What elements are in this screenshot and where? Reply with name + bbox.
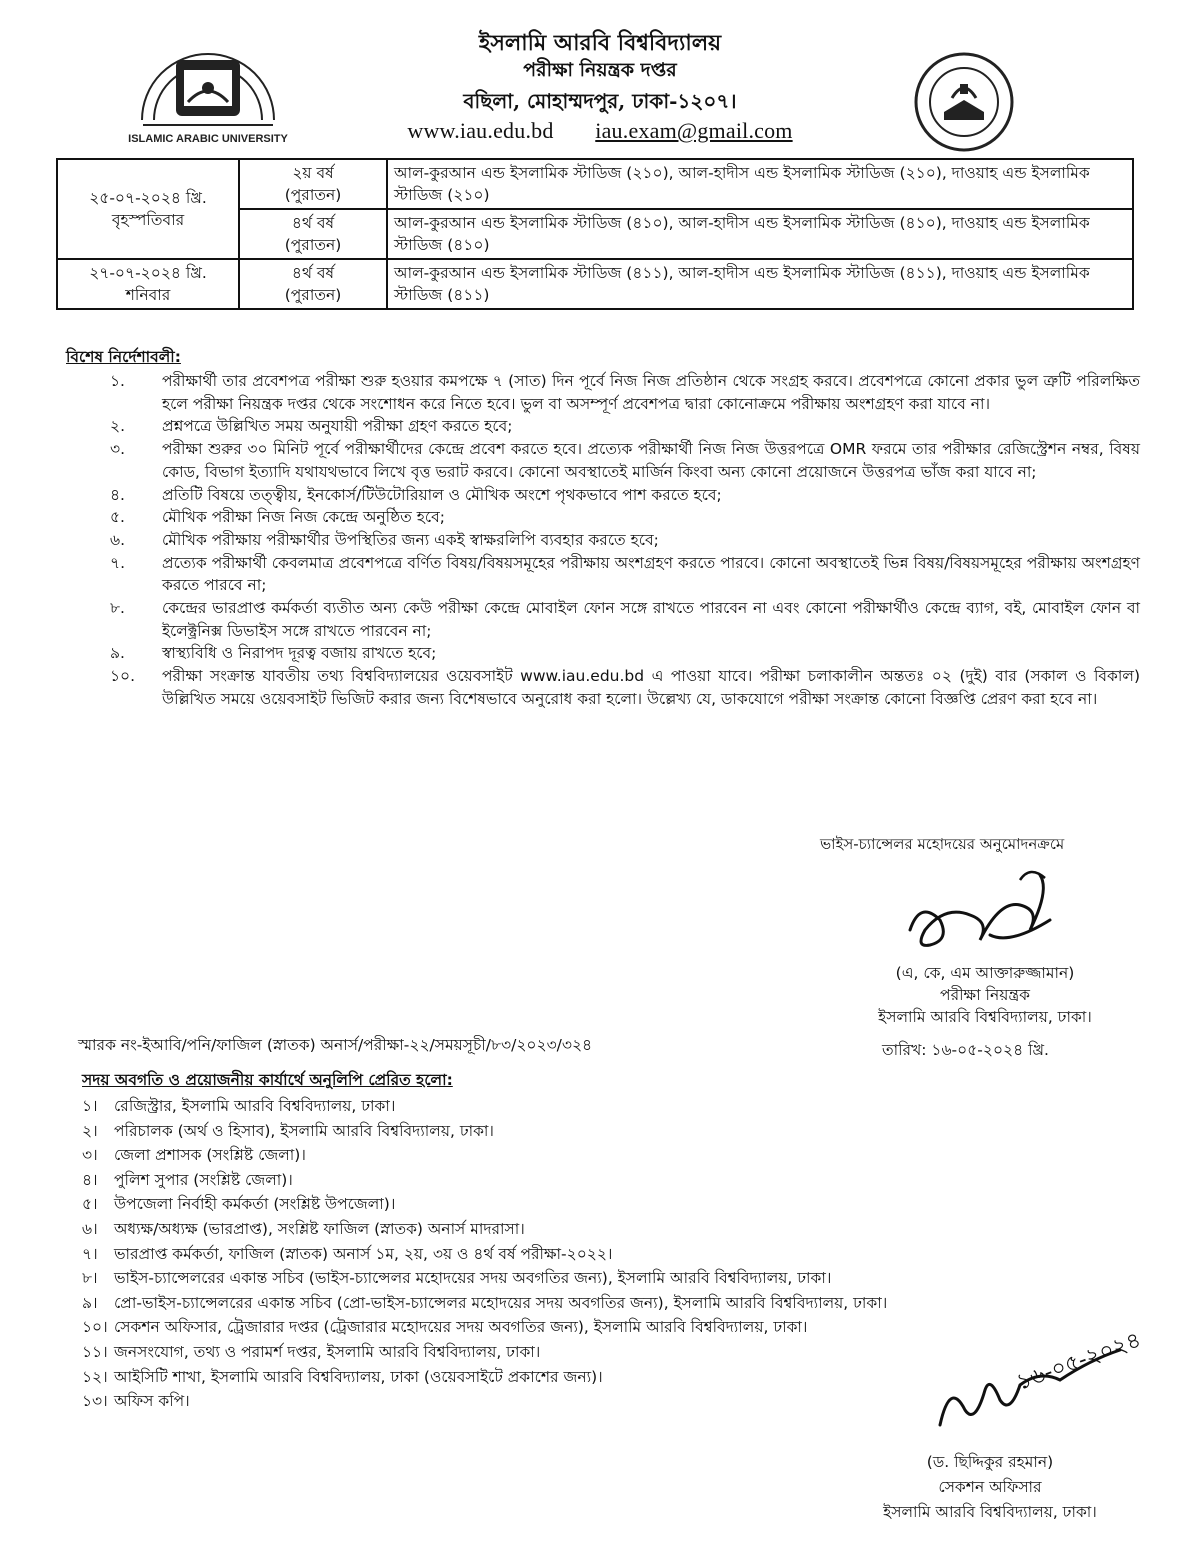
item-text: কেন্দ্রের ভারপ্রাপ্ত কর্মকর্তা ব্যতীত অন্য কেউ পরীক্ষা কেন্দ্রে মোবাইল ফোন সঙ্গে রাখতে পারবেন না এবং কোনো পরীক্ষার্থীও কেন্দ্রে ব্যাগ, বই, মোবাইল ফোন বা ইলেক্ট্রনিক্স ডিভাইস সঙ্গে রাখতে পারবেন না; xyxy=(162,599,1140,640)
address: বছিলা, মোহাম্মদপুর, ঢাকা-১২০৭। xyxy=(463,89,737,113)
item-text: জনসংযোগ, তথ্য ও পরামর্শ দপ্তর, ইসলামি আরবি বিশ্ববিদ্যালয়, ঢাকা। xyxy=(114,1342,541,1361)
handwritten-date: ১৬-০৫-২০২৪ xyxy=(1013,1327,1145,1396)
list-item xyxy=(100,484,1140,507)
item-number: ৫। xyxy=(82,1195,98,1214)
year-label: ২য় বর্ষ xyxy=(292,164,334,182)
signatory-designation: সেকশন অফিসার xyxy=(938,1478,1042,1496)
list-item xyxy=(82,1242,1042,1267)
signatory-institution: ইসলামি আরবি বিশ্ববিদ্যালয়, ঢাকা। xyxy=(883,1503,1097,1521)
subjects-cell: আল-কুরআন এন্ড ইসলামিক স্টাডিজ (৪১০), আল-হাদীস এন্ড ইসলামিক স্টাডিজ (৪১০), দাওয়াহ এন্ড ইসলামিক স্টাডিজ (৪১০) xyxy=(387,209,1133,259)
list-item xyxy=(82,1217,1042,1242)
item-number: ৭. xyxy=(110,553,126,572)
list-item xyxy=(82,1340,1042,1365)
list-item xyxy=(100,529,1140,552)
item-text: মৌখিক পরীক্ষা নিজ নিজ কেন্দ্রে অনুষ্ঠিত হবে; xyxy=(162,508,445,527)
list-item xyxy=(100,552,1140,597)
signatory-name: (ড. ছিদ্দিকুর রহমান) xyxy=(926,1453,1054,1471)
list-item xyxy=(100,506,1140,529)
signatory-block xyxy=(830,1450,1150,1525)
list-item xyxy=(100,415,1140,438)
list-item xyxy=(100,438,1140,483)
exam-day: বৃহস্পতিবার xyxy=(111,211,185,229)
exam-date: ২৭-০৭-২০২৪ খ্রি. xyxy=(89,264,207,282)
list-item xyxy=(100,370,1140,415)
signatory-designation: পরীক্ষা নিয়ন্ত্রক xyxy=(940,986,1030,1004)
contact-line xyxy=(300,118,900,144)
signatory-name: (এ, কে, এম আক্তারুজ্জামান) xyxy=(895,964,1075,982)
item-text: পরীক্ষা সংক্রান্ত যাবতীয় তথ্য বিশ্ববিদ্যালয়ের ওয়েবসাইট www.iau.edu.bd এ পাওয়া যাবে। পরীক্ষা চলাকালীন অন্ততঃ ০২ (দুই) বার (সকাল ও বিকাল) উল্লিখিত সময়ে ওয়েবসাইট ভিজিট করার জন্য বিশেষভাবে অনুরোধ করা হলো। উল্লেখ্য যে, ডাকযোগে পরীক্ষা সংক্রান্ত কোনো বিজ্ঞপ্তি প্রেরণ করা হবে না। xyxy=(162,667,1140,708)
signatory-block xyxy=(835,962,1135,1028)
list-item xyxy=(82,1119,1042,1144)
year-type: (পুরাতন) xyxy=(284,186,342,204)
item-number: ৬। xyxy=(82,1219,98,1238)
website-link[interactable]: www.iau.edu.bd xyxy=(407,118,554,143)
item-number: ৩। xyxy=(82,1146,98,1165)
email-link[interactable]: iau.exam@gmail.com xyxy=(595,118,793,143)
item-text: পুলিশ সুপার (সংশ্লিষ্ট জেলা)। xyxy=(114,1170,293,1189)
item-number: ২. xyxy=(110,417,126,436)
item-text: অধ্যক্ষ/অধ্যক্ষ (ভারপ্রাপ্ত), সংশ্লিষ্ট ফাজিল (স্নাতক) অনার্স মাদরাসা। xyxy=(114,1219,525,1238)
table-row xyxy=(57,259,1133,309)
item-text: অফিস কপি। xyxy=(114,1392,190,1411)
list-item xyxy=(100,665,1140,710)
approval-note: ভাইস-চ্যান্সেলর মহোদয়ের অনুমোদনক্রমে xyxy=(820,835,1065,853)
item-number: ২। xyxy=(82,1121,98,1140)
university-logo-icon xyxy=(128,20,288,150)
list-item xyxy=(100,597,1140,642)
item-number: ১০. xyxy=(110,667,136,686)
item-text: রেজিস্ট্রার, ইসলামি আরবি বিশ্ববিদ্যালয়, ঢাকা। xyxy=(114,1097,396,1115)
item-number: ৬. xyxy=(110,530,126,549)
letterhead xyxy=(300,30,900,144)
signatory-institution: ইসলামি আরবি বিশ্ববিদ্যালয়, ঢাকা। xyxy=(878,1008,1092,1026)
memo-date: তারিখ: ১৬-০৫-২০২৪ খ্রি. xyxy=(882,1041,1049,1059)
cc-list xyxy=(82,1094,1042,1414)
item-text: ভাইস-চ্যান্সেলরের একান্ত সচিব (ভাইস-চ্যান্সেলর মহোদয়ের সদয় অবগতির জন্য), ইসলামি আরবি বিশ্ববিদ্যালয়, ঢাকা। xyxy=(114,1269,832,1288)
item-text: প্রো-ভাইস-চ্যান্সেলরের একান্ত সচিব (প্রো-ভাইস-চ্যান্সেলর মহোদয়ের সদয় অবগতির জন্য), ইসলামি আরবি বিশ্ববিদ্যালয়, ঢাকা। xyxy=(114,1293,888,1312)
item-number: ৭। xyxy=(82,1244,98,1263)
item-number: ৯। xyxy=(82,1293,98,1312)
item-text: ভারপ্রাপ্ত কর্মকর্তা, ফাজিল (স্নাতক) অনার্স ১ম, ২য়, ৩য় ও ৪র্থ বর্ষ পরীক্ষা-২০২২। xyxy=(114,1244,613,1263)
item-text: প্রশ্নপত্রে উল্লিখিত সময় অনুযায়ী পরীক্ষা গ্রহণ করতে হবে; xyxy=(162,417,513,436)
year-type: (পুরাতন) xyxy=(284,236,342,254)
list-item xyxy=(82,1094,1042,1119)
department-name: পরীক্ষা নিয়ন্ত্রক দপ্তর xyxy=(523,59,677,81)
subjects-cell: আল-কুরআন এন্ড ইসলামিক স্টাডিজ (৪১১), আল-হাদীস এন্ড ইসলামিক স্টাডিজ (৪১১), দাওয়াহ এন্ড ইসলামিক স্টাডিজ (৪১১) xyxy=(387,259,1133,309)
exam-date: ২৫-০৭-২০২৪ খ্রি. xyxy=(89,189,207,207)
year-label: ৪র্থ বর্ষ xyxy=(291,264,335,282)
item-text: প্রতিটি বিষয়ে তত্ত্বীয়, ইনকোর্স/টিউটোরিয়াল ও মৌখিক অংশে পৃথকভাবে পাশ করতে হবে; xyxy=(162,485,722,504)
list-item xyxy=(82,1143,1042,1168)
item-number: ১০। xyxy=(82,1318,108,1337)
list-item xyxy=(82,1168,1042,1193)
item-number: ৮. xyxy=(110,599,125,618)
item-text: প্রত্যেক পরীক্ষার্থী কেবলমাত্র প্রবেশপত্রে বর্ণিত বিষয়/বিষয়সমূহের পরীক্ষায় অংশগ্রহণ করতে পারবে। কোনো অবস্থাতেই ভিন্ন বিষয়/বিষয়সমূহের পরীক্ষায় অংশগ্রহণ করতে পারবে না; xyxy=(162,553,1140,595)
list-item xyxy=(82,1266,1042,1291)
item-text: পরিচালক (অর্থ ও হিসাব), ইসলামি আরবি বিশ্ববিদ্যালয়, ঢাকা। xyxy=(114,1121,494,1140)
item-number: ৪. xyxy=(110,485,125,504)
year-label: ৪র্থ বর্ষ xyxy=(291,214,335,232)
university-name: ইসলামি আরবি বিশ্ববিদ্যালয় xyxy=(478,30,722,56)
memo-number: স্মারক নং-ইআবি/পনি/ফাজিল (স্নাতক) অনার্স/পরীক্ষা-২২/সময়সূচী/৮৩/২০২৩/৩২৪ xyxy=(78,1036,593,1054)
exam-day: শনিবার xyxy=(125,286,171,304)
item-text: পরীক্ষা শুরুর ৩০ মিনিট পূর্বে পরীক্ষার্থীদের কেন্দ্রে প্রবেশ করতে হবে। প্রত্যেক পরীক্ষার্থী নিজ নিজ উত্তরপত্রে OMR ফরমে তার পরীক্ষার রেজিস্ট্রেশন নম্বর, বিষয় কোড, বিভাগ ইত্যাদি যথাযথভাবে লিখে বৃত্ত ভরাট করবে। কোনো অবস্থাতেই মার্জিন কিংবা অন্য কোনো প্রয়োজনে উত্তরপত্র ভাঁজ করা যাবে না; xyxy=(162,440,1140,481)
signature-icon xyxy=(900,860,1060,970)
item-text: জেলা প্রশাসক (সংশ্লিষ্ট জেলা)। xyxy=(114,1146,306,1165)
signature-icon xyxy=(930,1327,1145,1440)
item-text: আইসিটি শাখা, ইসলামি আরবি বিশ্ববিদ্যালয়, ঢাকা (ওয়েবসাইটে প্রকাশের জন্য)। xyxy=(114,1367,603,1386)
item-number: ৪। xyxy=(82,1170,98,1189)
table-row xyxy=(57,159,1133,209)
list-item xyxy=(82,1365,1042,1390)
item-text: উপজেলা নির্বাহী কর্মকর্তা (সংশ্লিষ্ট উপজেলা)। xyxy=(114,1195,396,1214)
item-number: ৫. xyxy=(110,508,125,527)
item-text: পরীক্ষার্থী তার প্রবেশপত্র পরীক্ষা শুরু হওয়ার কমপক্ষে ৭ (সাত) দিন পূর্বে নিজ নিজ প্রতিষ্ঠান থেকে সংগ্রহ করবে। প্রবেশপত্রে কোনো প্রকার ভুল ত্রুটি পরিলক্ষিত হলে পরীক্ষা নিয়ন্ত্রক দপ্তর থেকে সংশোধন করে নিতে হবে। ভুল বা অসম্পূর্ণ প্রবেশপত্র দ্বারা কোনোক্রমে পরীক্ষায় অংশগ্রহণ করা যাবে না। xyxy=(162,372,1140,413)
item-text: স্বাস্থ্যবিধি ও নিরাপদ দূরত্ব বজায় রাখতে হবে; xyxy=(162,644,437,663)
item-number: ৩. xyxy=(110,440,126,459)
subjects-cell: আল-কুরআন এন্ড ইসলামিক স্টাডিজ (২১০), আল-হাদীস এন্ড ইসলামিক স্টাডিজ (২১০), দাওয়াহ এন্ড ইসলামিক স্টাডিজ (২১০) xyxy=(387,159,1133,209)
year-cell xyxy=(239,209,387,259)
date-cell xyxy=(57,259,239,309)
item-text: মৌখিক পরীক্ষায় পরীক্ষার্থীর উপস্থিতির জন্য একই স্বাক্ষরলিপি ব্যবহার করতে হবে; xyxy=(162,530,659,549)
svg-text:ISLAMIC ARABIC UNIVERSITY: ISLAMIC ARABIC UNIVERSITY xyxy=(128,133,288,145)
cc-title: সদয় অবগতি ও প্রয়োজনীয় কার্যার্থে অনুলিপি প্রেরিত হলো: xyxy=(82,1071,453,1089)
exam-seal-icon xyxy=(912,50,1016,154)
list-item xyxy=(82,1315,1042,1340)
date-cell xyxy=(57,159,239,259)
exam-schedule-table xyxy=(56,158,1134,310)
item-number: ১১। xyxy=(82,1342,108,1361)
item-number: ৯. xyxy=(110,644,125,663)
list-item xyxy=(100,642,1140,665)
list-item xyxy=(82,1192,1042,1217)
list-item xyxy=(82,1291,1042,1316)
item-number: ৮। xyxy=(82,1269,98,1288)
list-item xyxy=(82,1389,1042,1414)
year-type: (পুরাতন) xyxy=(284,286,342,304)
year-cell xyxy=(239,259,387,309)
item-text: সেকশন অফিসার, ট্রেজারার দপ্তর (ট্রেজারার মহোদয়ের সদয় অবগতির জন্য), ইসলামি আরবি বিশ্ববিদ্যালয়, ঢাকা। xyxy=(114,1318,808,1337)
item-number: ১২। xyxy=(82,1367,108,1386)
item-number: ১৩। xyxy=(82,1392,108,1411)
instructions-list xyxy=(100,370,1140,711)
item-number: ১। xyxy=(82,1097,98,1115)
item-number: ১. xyxy=(110,372,125,390)
instructions-title: বিশেষ নির্দেশাবলী: xyxy=(66,348,181,366)
year-cell xyxy=(239,159,387,209)
